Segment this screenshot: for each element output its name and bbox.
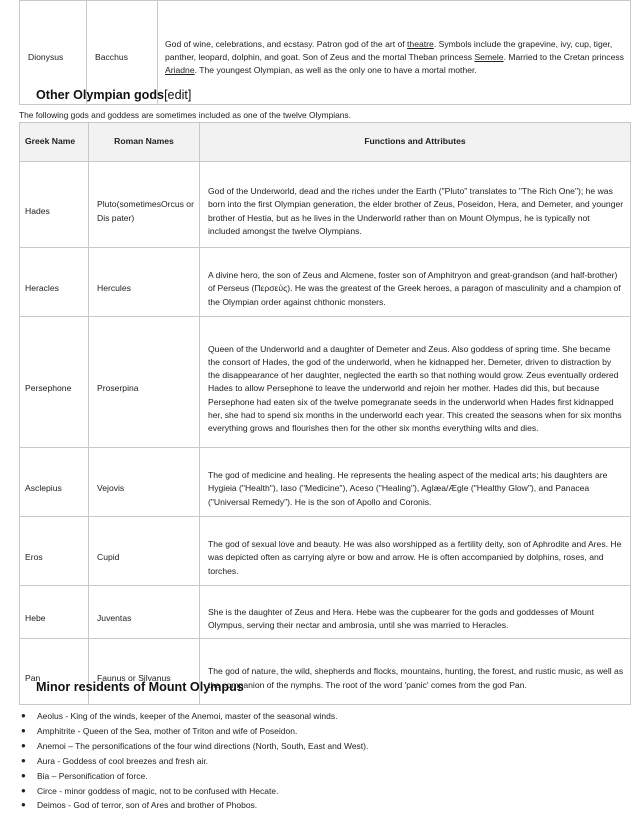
desc-text: God of wine, celebrations, and ecstasy. Patron god of the art of xyxy=(165,38,408,49)
greek-name-cell: Persephone xyxy=(20,317,89,448)
roman-name-cell: Faunus or Silvanus xyxy=(89,639,200,705)
description-cell: A divine hero, the son of Zeus and Alcmene, foster son of Amphitryon and great-grandson (and half-brother) of Perseus (Περσεύς). He was the greatest of the Greek heroes, a paragon of masculinity and a champion of the Olympian order against chthonic monsters. xyxy=(200,248,631,317)
list-item xyxy=(21,739,369,754)
list-item-text: Deimos - God of terror, son of Ares and brother of Phobos. xyxy=(37,800,258,811)
desc-text: . The youngest Olympian, as well as the only one to have a mortal mother. xyxy=(194,65,477,76)
theatre-link[interactable]: theatre xyxy=(407,38,434,49)
list-item-text: Anemoi – The personifications of the four wind directions (North, South, East and West). xyxy=(37,740,369,751)
bullet-icon: ● xyxy=(21,755,26,765)
greek-name-cell: Asclepius xyxy=(20,448,89,517)
greek-name-cell: Heracles xyxy=(20,248,89,317)
description-cell: She is the daughter of Zeus and Hera. Hebe was the cupbearer for the gods and goddesses of Mount Olympus, serving their nectar and ambrosia, until she was married to Heracles. xyxy=(200,586,631,639)
table-header-row xyxy=(20,123,631,162)
heading-text: Other Olympian gods xyxy=(36,88,165,102)
desc-text: . Symbols include the grapevine, ivy, cup, tiger, panther, leopard, dolphin, and goat. Son of Zeus and the mortal Theban princess xyxy=(165,38,613,62)
roman-name-cell: Vejovis xyxy=(89,448,200,517)
section-heading-minor-residents: Minor residents of Mount Olympus xyxy=(36,680,244,694)
column-header-greek: Greek Name xyxy=(20,123,89,162)
list-item-text: Amphitrite - Queen of the Sea, mother of Triton and wife of Poseidon. xyxy=(37,725,298,736)
list-item xyxy=(21,784,368,799)
roman-name-cell: Bacchus xyxy=(87,1,158,105)
greek-name-cell: Pan xyxy=(20,639,89,705)
section-intro: The following gods and goddess are sometimes included as one of the twelve Olympians. xyxy=(19,110,351,120)
bullet-icon: ● xyxy=(21,785,26,795)
table-row xyxy=(20,586,631,639)
column-header-roman: Roman Names xyxy=(89,123,200,162)
list-item xyxy=(21,769,368,784)
roman-name-cell: Juventas xyxy=(89,586,200,639)
list-item-text: Aeolus - King of the winds, keeper of the Anemoi, master of the seasonal winds. xyxy=(37,711,338,721)
roman-name-cell: Pluto(sometimesOrcus or Dis pater) xyxy=(89,162,200,248)
bullet-icon: ● xyxy=(21,740,26,750)
list-item xyxy=(21,709,368,724)
table-row xyxy=(20,248,631,317)
greek-name-cell: Eros xyxy=(20,517,89,586)
minor-residents-list xyxy=(19,709,368,813)
description-cell: The god of nature, the wild, shepherds and flocks, mountains, hunting, the forest, and rustic music, as well as the companion of the nymphs. The root of the word 'panic' comes from the god Pan. xyxy=(200,639,631,705)
semele-link[interactable]: Semele xyxy=(474,51,504,62)
bullet-icon: ● xyxy=(21,725,26,735)
list-item-text: Aura - Goddess of cool breezes and fresh air. xyxy=(37,755,209,766)
greek-name-cell: Hades xyxy=(20,162,89,248)
olympians-table xyxy=(19,122,631,705)
description-cell: The god of sexual love and beauty. He was also worshipped as a fertility deity, son of Aphrodite and Ares. He was depicted often as carrying alyre or bow and arrow. He is often accompanied by dolphins, roses, and torches. xyxy=(200,517,631,586)
list-item-text: Circe - minor goddess of magic, not to be confused with Hecate. xyxy=(37,785,279,796)
list-item-text: Bia – Personification of force. xyxy=(37,770,148,781)
bullet-icon: ● xyxy=(21,711,26,720)
greek-name-cell: Hebe xyxy=(20,586,89,639)
table-row xyxy=(20,317,631,448)
roman-name-cell: Proserpina xyxy=(89,317,200,448)
description-cell: The god of medicine and healing. He represents the healing aspect of the medical arts; his daughters are Hygieia ("Health"), Iaso ("Medicine"), Aceso ("Healing"), Aglæa/Ægle ("Healthy Glow"), and Panacea ("Universal Remedy"). He is the son of Apollo and Coronis. xyxy=(200,448,631,517)
description-cell: Queen of the Underworld and a daughter of Demeter and Zeus. Also goddess of spring time. She became the consort of Hades, the god of the underworld, when he kidnapped her. Demeter, driven to distraction by the disappearance of her daughter, neglected the earth so that nothing would grow. Zeus eventually ordered Hades to allow Persephone to leave the underworld and rejoin her mother. Hades did this, but because Persephone had eaten six of the twelve pomegranate seeds in the underworld when Hades first kidnapped her, she had to spend six months in the underworld each year. This created the seasons when for six months everything grows and flourishes then for the other six months everything wilts and dies. xyxy=(200,317,631,448)
bullet-icon: ● xyxy=(21,800,26,810)
bullet-icon: ● xyxy=(21,770,26,780)
table-row xyxy=(20,448,631,517)
edit-link[interactable]: [edit] xyxy=(164,88,192,102)
list-item xyxy=(21,754,368,769)
description-cell xyxy=(158,1,631,105)
list-item xyxy=(21,798,368,813)
section-heading-other-olympians xyxy=(36,88,191,102)
ariadne-link[interactable]: Ariadne xyxy=(165,65,195,76)
table-row xyxy=(20,639,631,705)
desc-text: . Married to the Cretan princess xyxy=(503,51,624,62)
table-row xyxy=(20,517,631,586)
column-header-functions: Functions and Attributes xyxy=(200,123,631,162)
description-cell: God of the Underworld, dead and the riches under the Earth ("Pluto" translates to "The Rich One"); he was born into the first Olympian generation, the elder brother of Zeus, Poseidon, Hera, and Demeter, and younger brother of Hestia, but as he lives in the Underworld rather than on Mount Olympus, he is typically not included amongst the twelve Olympians. xyxy=(200,162,631,248)
table-row xyxy=(20,162,631,248)
list-item xyxy=(21,724,368,739)
roman-name-cell: Hercules xyxy=(89,248,200,317)
roman-name-cell: Cupid xyxy=(89,517,200,586)
greek-name-cell: Dionysus xyxy=(20,1,87,105)
